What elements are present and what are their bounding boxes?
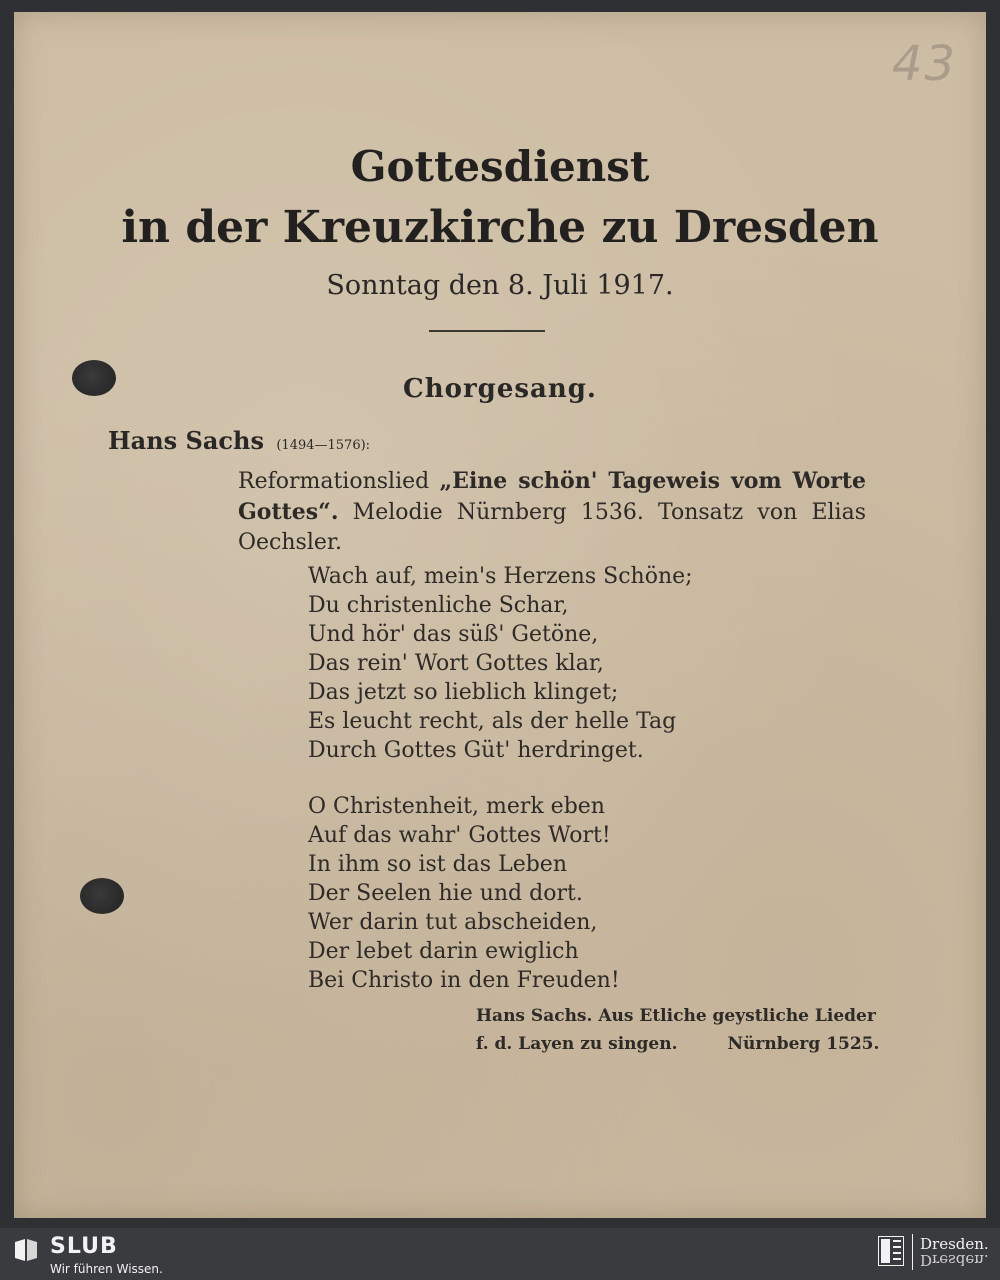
verse-line: Bei Christo in den Freuden!: [308, 968, 620, 993]
title-line-2: in der Kreuzkirche zu Dresden: [121, 202, 879, 253]
pencil-page-number: 43: [892, 36, 958, 92]
verse-line: Auf das wahr' Gottes Wort!: [308, 823, 611, 848]
city-name-mirror: Dresden.: [920, 1251, 989, 1269]
verse-line: Wer darin tut abscheiden,: [308, 910, 598, 935]
verse-line: O Christenheit, merk eben: [308, 794, 605, 819]
punch-hole: [80, 878, 124, 914]
description-prefix: Reformationslied: [238, 469, 440, 494]
piece-title: „Eine schön' Tageweis vom Worte Gottes“.: [238, 468, 866, 525]
library-tagline: Wir führen Wissen.: [50, 1262, 163, 1276]
stanza-2: [308, 792, 768, 995]
footer-bar: [0, 1228, 1000, 1280]
verse-line: Durch Gottes Güt' herdringet.: [308, 738, 644, 763]
verse-line: In ihm so ist das Leben: [308, 852, 567, 877]
footer-separator: [912, 1234, 913, 1270]
verse-line: Es leucht recht, als der helle Tag: [308, 709, 677, 734]
library-name[interactable]: SLUB: [50, 1234, 118, 1259]
source-citation: [476, 1002, 880, 1058]
stanza-1: [308, 562, 768, 765]
composer-years: (1494—1576):: [276, 438, 371, 453]
source-line-2: [476, 1030, 880, 1058]
verse-line: Und hör' das süß' Getöne,: [308, 622, 599, 647]
city-logo-text[interactable]: [920, 1236, 989, 1268]
slub-book-icon[interactable]: [12, 1236, 40, 1264]
source-line-2-left: f. d. Layen zu singen.: [476, 1034, 678, 1054]
dresden-crest-icon[interactable]: [878, 1236, 904, 1266]
composer-name: Hans Sachs: [108, 426, 264, 455]
verse-line: Das rein' Wort Gottes klar,: [308, 651, 604, 676]
verse-line: Das jetzt so lieblich klinget;: [308, 680, 619, 705]
description-suffix: Melodie Nürnberg 1536. Tonsatz von Elias Oechsler.: [238, 500, 866, 555]
city-name: Dresden.: [920, 1235, 989, 1253]
verse-line: Wach auf, mein's Herzens Schöne;: [308, 564, 693, 589]
divider: [429, 330, 545, 332]
composer-heading: [108, 426, 370, 455]
title-line-1: Gottesdienst: [350, 142, 650, 191]
service-date: Sonntag den 8. Juli 1917.: [326, 270, 674, 301]
piece-description: [238, 466, 866, 558]
verse-line: Der Seelen hie und dort.: [308, 881, 583, 906]
section-heading: Chorgesang.: [403, 374, 597, 404]
source-line-2-right: Nürnberg 1525.: [727, 1034, 880, 1054]
verse-line: Du christenliche Schar,: [308, 593, 569, 618]
document-page: [14, 12, 986, 1218]
verse-line: Der lebet darin ewiglich: [308, 939, 579, 964]
source-line-1: Hans Sachs. Aus Etliche geystliche Lieder: [476, 1006, 876, 1026]
